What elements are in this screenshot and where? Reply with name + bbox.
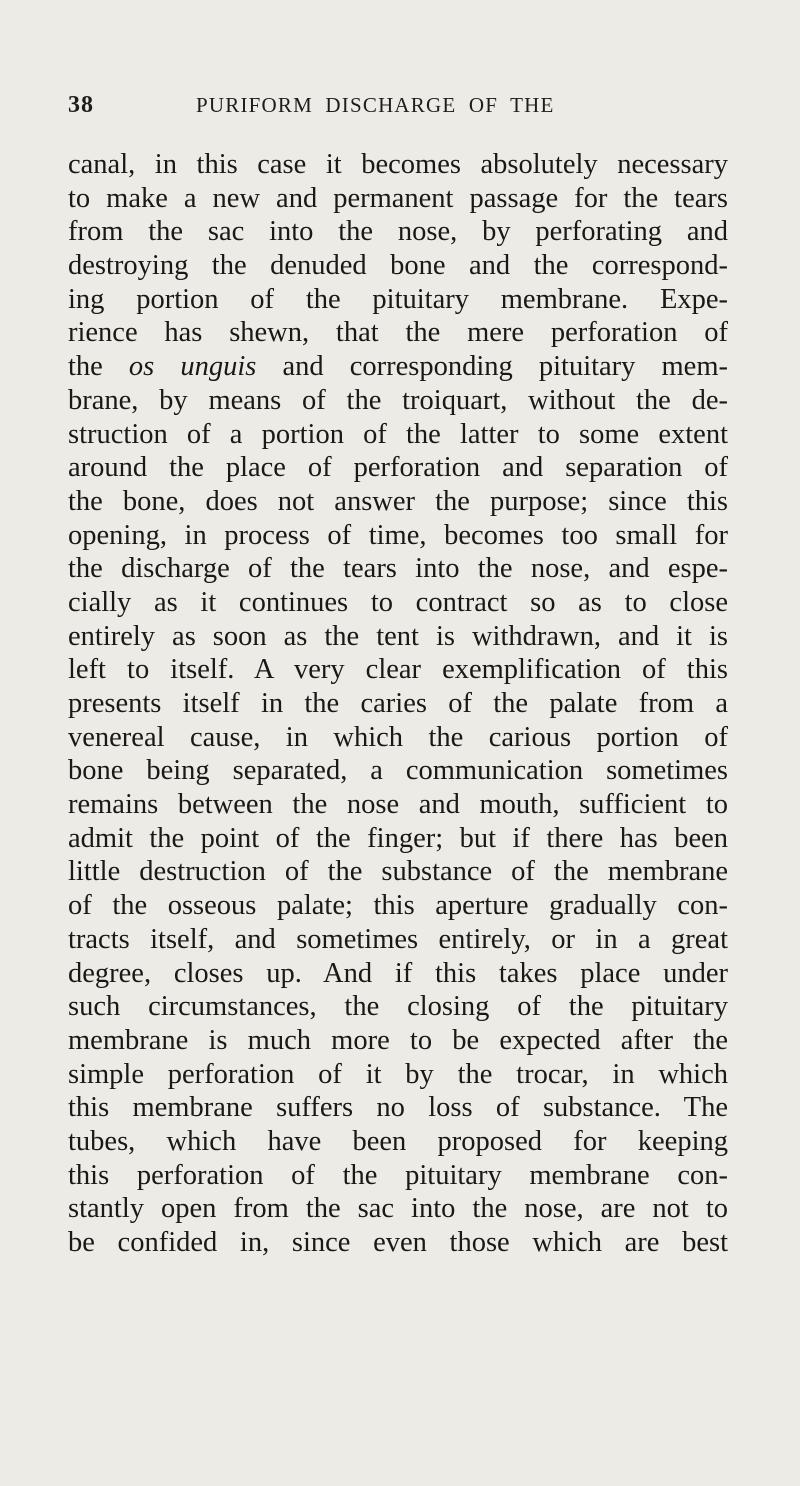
text-line: this membrane suffers no loss of substance. The (68, 1092, 728, 1124)
text-line: degree, closes up. And if this takes place under (68, 957, 728, 989)
text-line: presents itself in the caries of the palate from a (68, 688, 728, 719)
text-line: such circumstances, the closing of the pituitary (68, 991, 728, 1023)
text-line: around the place of perforation and separation of (68, 452, 728, 484)
text-line: admit the point of the finger; but if there has been (68, 822, 728, 854)
running-head-title: PURIFORM DISCHARGE OF THE (196, 93, 555, 117)
text-line: struction of a portion of the latter to some extent (68, 418, 728, 450)
text-line: canal, in this case it becomes absolutely necessary (68, 149, 728, 180)
text-line: be confided in, since even those which are best (68, 1227, 728, 1258)
text-line: the os unguis and corresponding pituitary mem- (68, 351, 728, 383)
text-line: the bone, does not answer the purpose; since this (68, 485, 728, 517)
italic-term: os unguis (128, 351, 257, 383)
text-line: to make a new and permanent passage for the tears (68, 182, 728, 214)
text-line: opening, in process of time, becomes too small for (68, 519, 728, 551)
text-line: entirely as soon as the tent is withdrawn, and it is (68, 620, 728, 652)
text-line: tubes, which have been proposed for keeping (68, 1125, 728, 1157)
text-line: stantly open from the sac into the nose, are not to (68, 1193, 728, 1225)
text-line: cially as it continues to contract so as to close (68, 586, 728, 618)
text-line: tracts itself, and sometimes entirely, or in a great (68, 923, 728, 955)
page-number: 38 (68, 92, 94, 118)
text-line: the discharge of the tears into the nose, and espe- (68, 553, 728, 585)
text-line: ing portion of the pituitary membrane. Expe- (68, 283, 728, 315)
text-line: from the sac into the nose, by perforating and (68, 216, 728, 248)
text-line: membrane is much more to be expected after the (68, 1024, 728, 1056)
text-line: brane, by means of the troiquart, without the de- (68, 384, 728, 416)
text-line: this perforation of the pituitary membrane con- (68, 1159, 728, 1191)
text-line: simple perforation of it by the trocar, in which (68, 1058, 728, 1090)
text-line: destroying the denuded bone and the correspond- (68, 250, 728, 282)
running-head (68, 92, 728, 122)
text-line: rience has shewn, that the mere perforation of (68, 317, 728, 349)
body-text (68, 148, 728, 1260)
text-line: of the osseous palate; this aperture gradually con- (68, 890, 728, 922)
text-line: venereal cause, in which the carious portion of (68, 721, 728, 753)
text-line: left to itself. A very clear exemplification of this (68, 654, 728, 686)
text-line: little destruction of the substance of the membrane (68, 856, 728, 888)
text-line: remains between the nose and mouth, sufficient to (68, 789, 728, 821)
text-line: bone being separated, a communication sometimes (68, 755, 728, 787)
